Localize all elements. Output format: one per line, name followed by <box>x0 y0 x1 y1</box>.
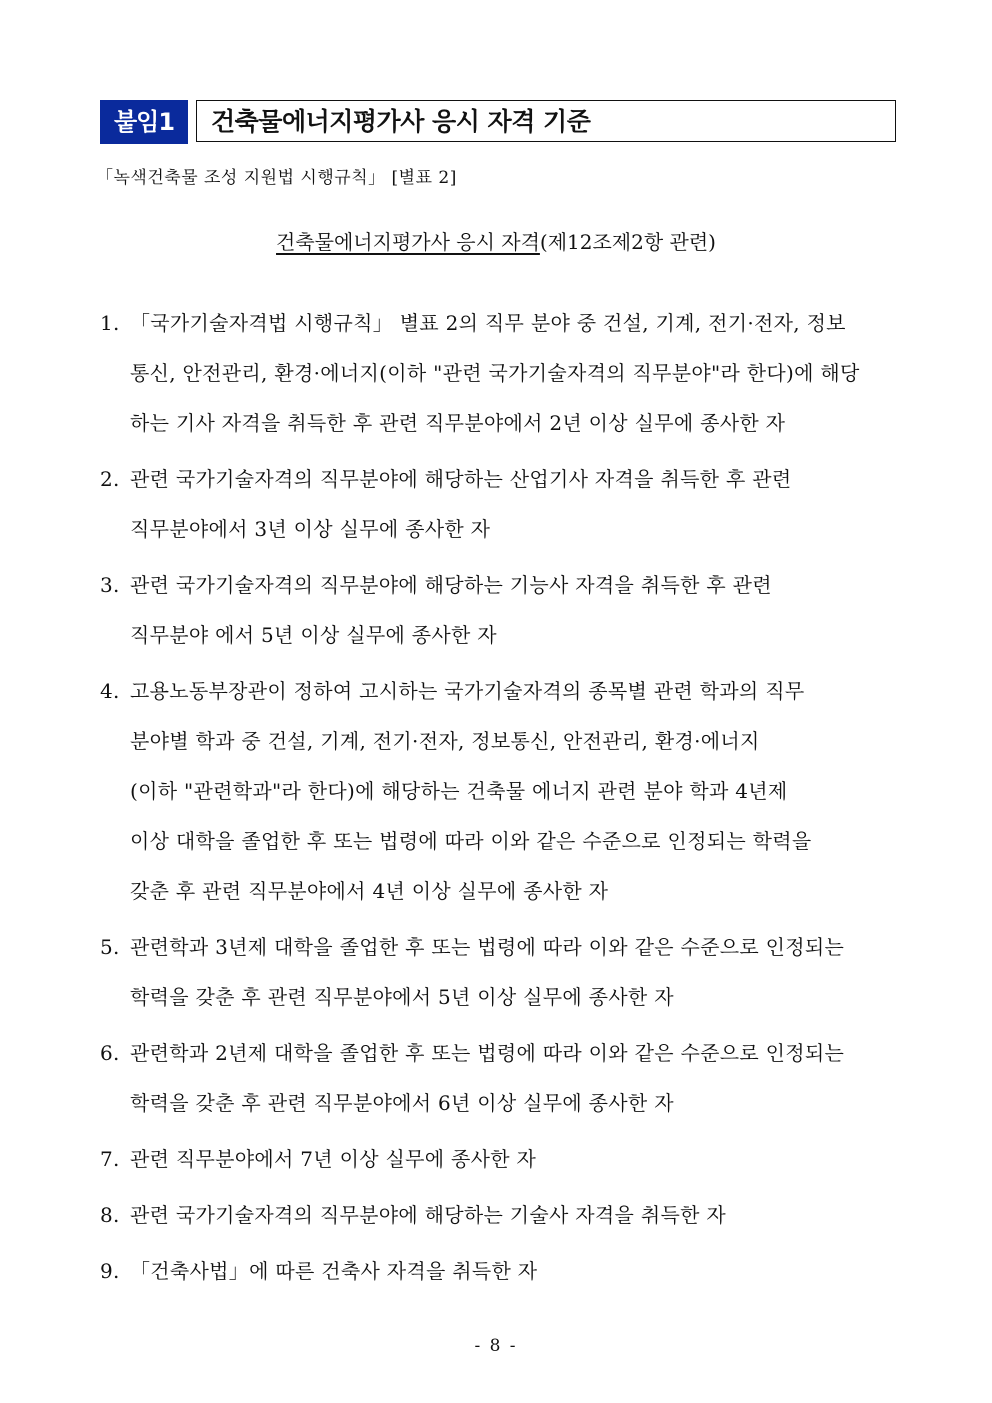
item-line: 관련 직무분야에서 7년 이상 실무에 종사한 자 <box>130 1147 537 1171</box>
subtitle-suffix: (제12조제2항 관련) <box>539 230 716 254</box>
item-number: 1. <box>100 311 120 335</box>
qualification-list <box>100 298 892 1302</box>
item-line: 이상 대학을 졸업한 후 또는 법령에 따라 이와 같은 수준으로 인정되는 학력을 <box>130 829 812 853</box>
item-line: 학력을 갖춘 후 관련 직무분야에서 5년 이상 실무에 종사한 자 <box>130 985 674 1009</box>
item-line: 관련학과 2년제 대학을 졸업한 후 또는 법령에 따라 이와 같은 수준으로 인정되는 <box>130 1041 845 1065</box>
document-subtitle <box>0 226 992 255</box>
item-number: 5. <box>100 935 120 959</box>
list-item <box>100 1190 892 1240</box>
item-line: (이하 "관련학과"라 한다)에 해당하는 건축물 에너지 관련 분야 학과 4년제 <box>130 779 788 803</box>
item-number: 4. <box>100 679 120 703</box>
source-reference: 「녹색건축물 조성 지원법 시행규칙」 [별표 2] <box>96 168 457 188</box>
item-line: 분야별 학과 중 건설, 기계, 전기·전자, 정보통신, 안전관리, 환경·에너지 <box>130 729 760 753</box>
item-line: 「건축사법」에 따른 건축사 자격을 취득한 자 <box>130 1259 538 1283</box>
page-number: - 8 - <box>474 1336 518 1356</box>
section-header <box>100 100 898 144</box>
item-line: 관련학과 3년제 대학을 졸업한 후 또는 법령에 따라 이와 같은 수준으로 인정되는 <box>130 935 845 959</box>
list-item <box>100 560 892 660</box>
item-number: 7. <box>100 1147 120 1171</box>
item-line: 학력을 갖춘 후 관련 직무분야에서 6년 이상 실무에 종사한 자 <box>130 1091 674 1115</box>
list-item <box>100 298 892 448</box>
item-line: 관련 국가기술자격의 직무분야에 해당하는 산업기사 자격을 취득한 후 관련 <box>130 467 792 491</box>
item-line: 하는 기사 자격을 취득한 후 관련 직무분야에서 2년 이상 실무에 종사한 자 <box>130 411 786 435</box>
list-item <box>100 454 892 554</box>
list-item <box>100 1028 892 1128</box>
list-item <box>100 1134 892 1184</box>
item-line: 갖춘 후 관련 직무분야에서 4년 이상 실무에 종사한 자 <box>130 879 609 903</box>
item-line: 「국가기술자격법 시행규칙」 별표 2의 직무 분야 중 건설, 기계, 전기·전자, 정보 <box>130 311 846 335</box>
list-item <box>100 666 892 916</box>
item-number: 8. <box>100 1203 120 1227</box>
item-number: 9. <box>100 1259 120 1283</box>
list-item <box>100 922 892 1022</box>
item-line: 관련 국가기술자격의 직무분야에 해당하는 기능사 자격을 취득한 후 관련 <box>130 573 772 597</box>
section-title: 건축물에너지평가사 응시 자격 기준 <box>196 100 896 142</box>
attachment-badge: 붙임1 <box>100 100 188 144</box>
list-item <box>100 1246 892 1296</box>
item-line: 통신, 안전관리, 환경·에너지(이하 "관련 국가기술자격의 직무분야"라 한다)에 해당 <box>130 361 860 385</box>
item-line: 직무분야에서 3년 이상 실무에 종사한 자 <box>130 517 491 541</box>
item-number: 3. <box>100 573 120 597</box>
item-line: 고용노동부장관이 정하여 고시하는 국가기술자격의 종목별 관련 학과의 직무 <box>130 679 805 703</box>
subtitle-main: 건축물에너지평가사 응시 자격 <box>276 230 540 254</box>
item-number: 2. <box>100 467 120 491</box>
item-line: 직무분야 에서 5년 이상 실무에 종사한 자 <box>130 623 497 647</box>
item-line: 관련 국가기술자격의 직무분야에 해당하는 기술사 자격을 취득한 자 <box>130 1203 726 1227</box>
item-number: 6. <box>100 1041 120 1065</box>
